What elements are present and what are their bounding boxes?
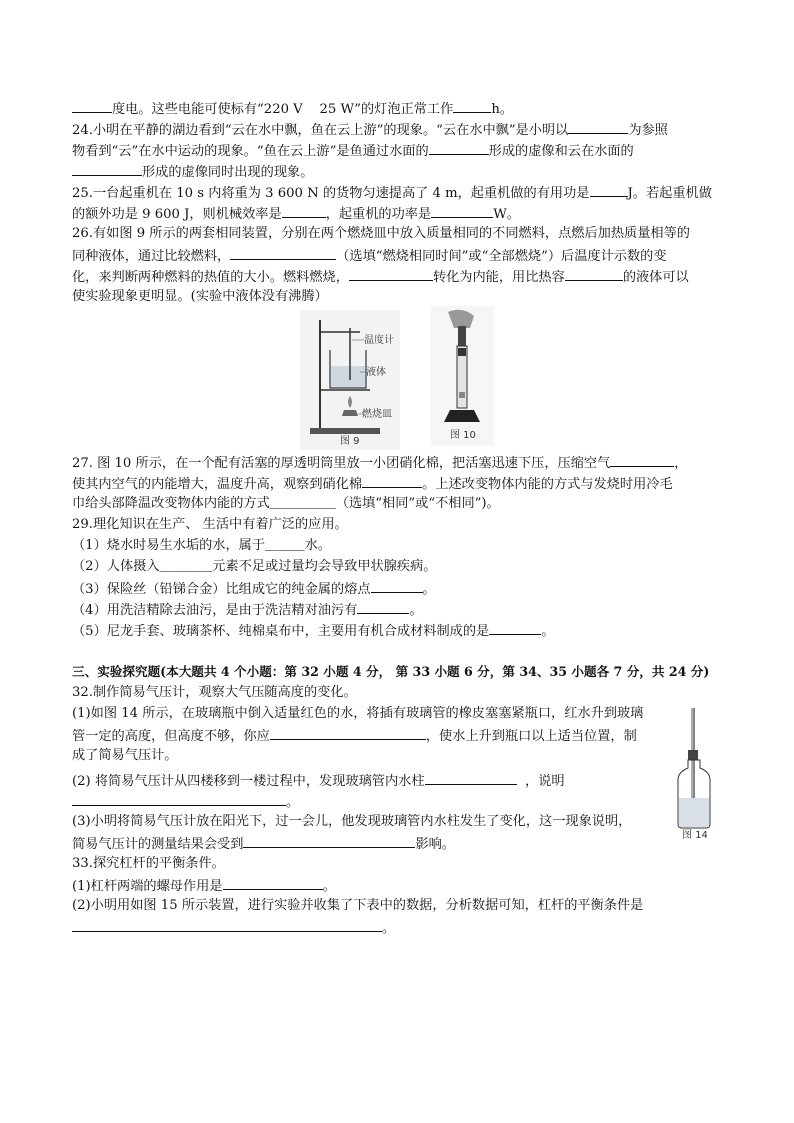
q23-line: 度电。这些电能可使标有“220 V 25 W”的灯泡正常工作 h。: [72, 98, 513, 120]
blank[interactable]: [230, 245, 336, 260]
blank[interactable]: [568, 119, 628, 134]
blank[interactable]: [72, 917, 382, 932]
q32-title: 32.制作简易气压计，观察大气压随高度的变化。: [72, 685, 357, 700]
q27-line-3: 巾给头部降温改变物体内能的方式＿＿＿＿＿（选填“相同”或“不相同”)。: [72, 496, 500, 511]
blank[interactable]: [223, 875, 323, 890]
q29-sub-5: （5）尼龙手套、玻璃茶杯、纯棉桌布中，主要用有机合成材料制成的是 。: [72, 620, 554, 642]
q32-part1-line-1: (1)如图 14 所示，在玻璃瓶中倒入适量红色的水，将插有玻璃管的橡皮塞塞紧瓶口，红水升到玻璃: [72, 706, 644, 721]
blank[interactable]: [489, 620, 541, 635]
q24-line-2: 物看到“云”在水中运动的现象。“鱼在云上游”是鱼通过水面的 形成的虚像和云在水面的: [72, 140, 634, 162]
q32-part2-line-2: 。: [72, 791, 299, 813]
blank[interactable]: [590, 182, 628, 197]
blank[interactable]: [357, 599, 409, 614]
q27-line-2: 使其内空气的内能增大，温度升高，观察到硝化棉 。上述改变物体内能的方式与发烧时用冷毛: [72, 473, 673, 495]
blank[interactable]: [349, 266, 433, 281]
q32-part3-line-1: (3)小明将简易气压计放在阳光下，过一会儿，他发现玻璃管内水柱发生了变化，这一现象说明，: [72, 814, 632, 829]
q27-line-1: 27. 图 10 所示，在一个配有活塞的厚透明筒里放一小团硝化棉，把活塞迅速下压，压缩空气 ，: [72, 452, 687, 474]
blank[interactable]: [282, 203, 326, 218]
q26-line-1: 26.有如图 9 所示的两套相同装置，分别在两个燃烧皿中放入质量相同的不同燃料，点燃后加热质量相等的: [72, 226, 690, 241]
blank[interactable]: [243, 833, 415, 848]
blank[interactable]: [565, 266, 623, 281]
q26-line-2: 同种液体，通过比较燃料， （选填“燃烧相同时间”或“全部燃烧”）后温度计示数的变: [72, 245, 667, 267]
q25-line-1: 25.一台起重机在 10 s 内将重为 3 600 N 的货物匀速提高了 4 m，起重机做的有用功是 J。若起重机做: [72, 182, 712, 204]
figure-10: [430, 306, 494, 446]
blank[interactable]: [72, 161, 142, 176]
q32-part2-line-1: (2) 将简易气压计从四楼移到一楼过程中，发现玻璃管内水柱 ，说明: [72, 770, 565, 792]
q24-line-3: 形成的虚像同时出现的现象。: [72, 161, 313, 183]
label-dish: 燃烧皿: [362, 409, 392, 420]
blank[interactable]: [429, 140, 489, 155]
blank[interactable]: [72, 98, 112, 113]
label-thermometer: 温度计: [364, 335, 394, 346]
label-liquid: 液体: [366, 367, 386, 378]
q29-title: 29.理化知识在生产、 生活中有着广泛的应用。: [72, 517, 348, 532]
blank[interactable]: [453, 98, 491, 113]
q29-sub-3: （3）保险丝（铅锑合金）比组成它的纯金属的熔点 。: [72, 578, 436, 600]
blank[interactable]: [270, 725, 426, 740]
q33-part2-line-2: 。: [72, 917, 395, 939]
q26-line-4: 使实验现象更明显。(实验中液体没有沸腾）: [72, 289, 328, 304]
q33-title: 33.探究杠杆的平衡条件。: [72, 856, 225, 871]
blank[interactable]: [371, 578, 423, 593]
blank[interactable]: [425, 770, 517, 785]
q32-part1-line-3: 成了简易气压计。: [72, 748, 178, 763]
q33-part2-line-1: (2)小明用如图 15 所示装置，进行实验并收集了下表中的数据，分析数据可知，杠杆的平衡条件是: [72, 898, 644, 913]
q24-line-1: 24.小明在平静的湖边看到“云在水中飘，鱼在云上游”的现象。“云在水中飘”是小明以 为参照: [72, 119, 668, 141]
q25-line-2: 的额外功是 9 600 J，则机械效率是 ，起重机的功率是 W。: [72, 203, 520, 225]
figure-14-caption: 图 14: [682, 830, 708, 840]
figure-9-caption: 图 9: [340, 436, 360, 447]
q32-part1-line-2: 管一定的高度，但高度不够，你应 ，使水上升到瓶口以上适当位置，制: [72, 725, 637, 747]
blank[interactable]: [72, 791, 286, 806]
blank[interactable]: [431, 203, 493, 218]
q29-sub-2: （2）人体摄入＿＿＿＿元素不足或过量均会导致甲状腺疾病。: [72, 559, 437, 574]
figure-10-caption: 图 10: [450, 430, 476, 441]
q33-part1: (1)杠杆两端的螺母作用是 。: [72, 875, 336, 897]
q29-sub-4: （4）用洗洁精除去油污，是由于洗洁精对油污有 。: [72, 599, 423, 621]
blank[interactable]: [362, 473, 422, 488]
figure-9: [300, 310, 400, 450]
blank[interactable]: [610, 452, 674, 467]
figure-14: [670, 706, 718, 840]
q32-part3-line-2: 简易气压计的测量结果会受到 影响。: [72, 833, 455, 855]
q29-sub-1: （1）烧水时易生水垢的水，属于＿＿＿水。: [72, 538, 331, 553]
q26-line-3: 化，来判断两种燃料的热值的大小。燃料燃烧， 转化为内能，用比热容 的液体可以: [72, 266, 689, 288]
section-3-heading: 三、实验探究题(本大题共 4 个小题：第 32 小题 4 分， 第 33 小题 6 分，第 34、35 小题各 7 分，共 24 分): [72, 664, 710, 679]
